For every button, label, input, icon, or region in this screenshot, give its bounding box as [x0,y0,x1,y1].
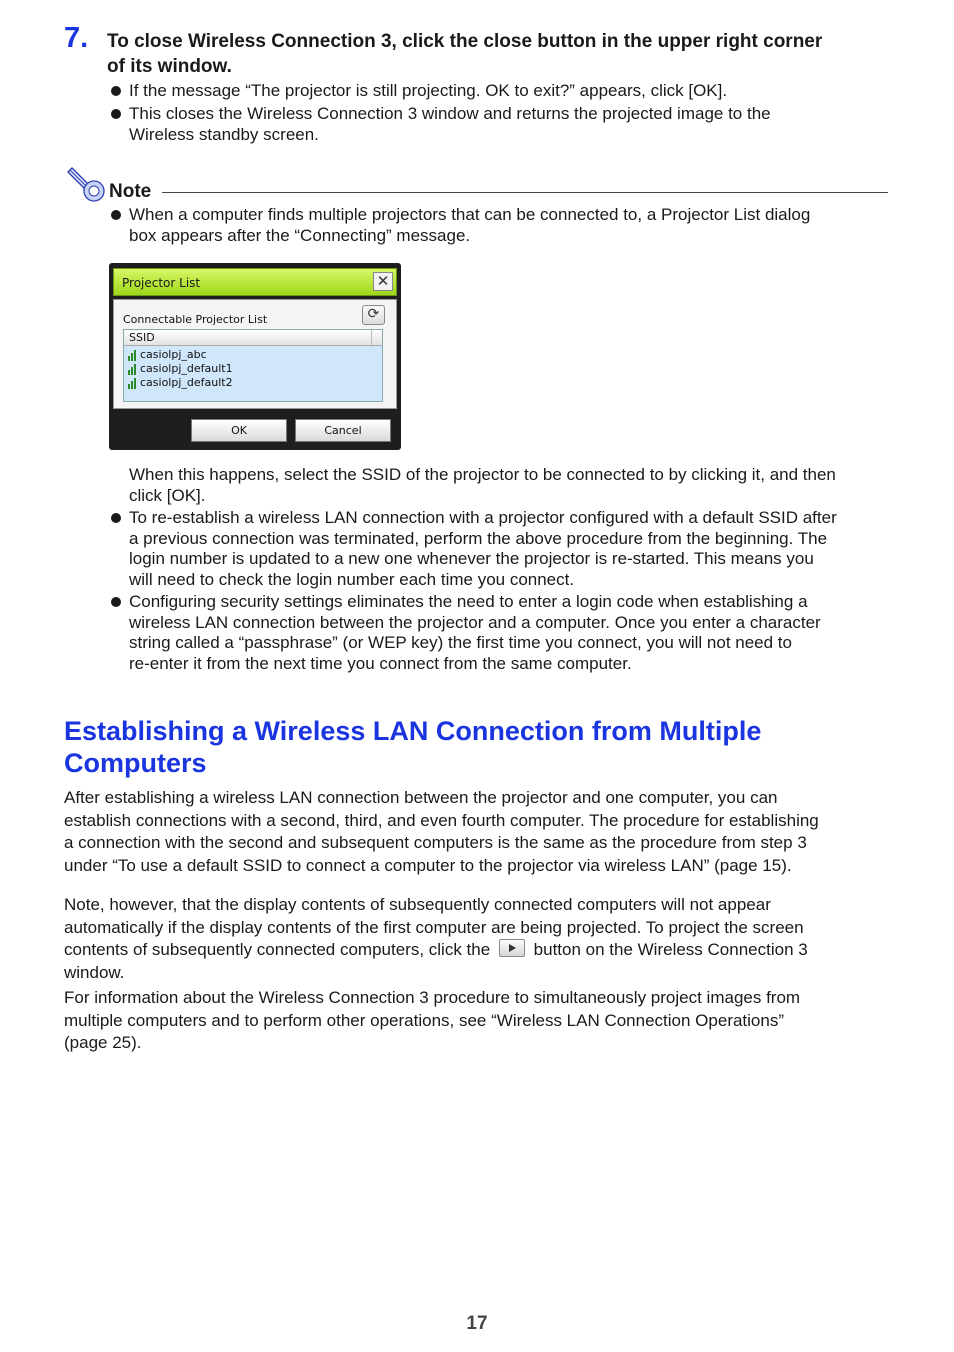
section-paragraph-3 [64,987,800,1055]
step-title [107,29,907,79]
text-line: When a computer finds multiple projectors that can be connected to, a Projector List dialog [129,205,811,224]
column-divider [124,330,372,345]
refresh-icon[interactable]: ⟳ [362,305,385,325]
play-button-icon [499,939,525,957]
ok-button[interactable]: OK [191,419,287,442]
signal-icon [128,363,137,375]
text-line: After establishing a wireless LAN connection between the projector and one computer, you can [64,788,778,807]
bullet-icon [111,513,121,523]
step-title-line: of its window. [107,56,232,77]
dialog-titlebar [113,268,397,296]
step-title-line: To close Wireless Connection 3, click the close button in the upper right corner [107,31,823,52]
dialog-body [113,299,397,409]
step7-bullet-exit-message: If the message “The projector is still projecting. OK to exit?” appears, click [OK]. [129,81,728,100]
text-line: will need to check the login number each time you connect. [129,569,575,589]
signal-icon [128,349,137,361]
text-line: Configuring security settings eliminates the need to enter a login code when establishing a [129,592,808,611]
bullet-icon [111,109,121,119]
text-line: wireless LAN connection between the projector and a computer. Once you enter a character [129,612,821,632]
cancel-button[interactable]: Cancel [295,419,391,442]
list-item[interactable] [128,376,358,390]
step7-bullet-closes-window [129,104,771,145]
text-line: Wireless standby screen. [129,124,319,144]
close-icon[interactable]: ✕ [373,272,393,291]
note-pencil-icon [66,166,106,204]
text-line [64,939,808,962]
note-bullet-projector-list [129,205,810,246]
step-number: 7. [64,22,89,54]
note-bullet-security [129,592,821,674]
text-line: Note, however, that the display contents of subsequently connected computers will not appear [64,895,771,914]
list-item[interactable] [128,362,358,376]
ssid-header-label: SSID [129,331,155,344]
text-line: click [OK]. [129,485,206,505]
text-line: a previous connection was terminated, perform the above procedure from the beginning. The [129,528,828,548]
ssid-label: casiolpj_default1 [140,362,233,375]
section-paragraph-1 [64,787,819,878]
heading-line: Establishing a Wireless LAN Connection from Multiple [64,716,762,746]
text-line: string called a “passphrase” (or WEP key) the first time you connect, you will not need to [129,633,792,652]
note-after-dialog [129,465,836,506]
text-line: multiple computers and to perform other operations, see “Wireless LAN Connection Operations” [64,1010,785,1030]
note-label: Note [109,181,152,202]
text-line: For information about the Wireless Connection 3 procedure to simultaneously project images from [64,988,801,1007]
text-line: (page 25). [64,1033,142,1053]
projector-list-dialog [109,263,401,450]
text-line: When this happens, select the SSID of the projector to be connected to by clicking it, and then [129,465,836,484]
text-line: This closes the Wireless Connection 3 window and returns the projected image to the [129,104,771,123]
text-line: re-enter it from the next time you connect from the same computer. [129,653,632,673]
text-line: under “To use a default SSID to connect a computer to the projector via wireless LAN” (page 15). [64,856,792,876]
bullet-icon [111,210,121,220]
text-line: window. [64,963,125,983]
text-segment: contents of subsequently connected computers, click the [64,940,491,960]
signal-icon [128,377,137,389]
ssid-label: casiolpj_abc [140,348,207,361]
text-line: To re-establish a wireless LAN connection with a projector configured with a default SSID after [129,508,837,527]
text-segment: button on the Wireless Connection 3 [533,940,808,960]
text-line: automatically if the display contents of the first computer are being projected. To project the screen [64,917,804,937]
page-number: 17 [466,1313,488,1334]
note-divider [162,192,888,193]
ssid-label: casiolpj_default2 [140,376,233,389]
list-item[interactable] [128,348,358,362]
ssid-column-header[interactable] [124,330,382,346]
text-line: a connection with the second and subsequent computers is the same as the procedure from step 3 [64,833,807,853]
connectable-list-title: Connectable Projector List [123,313,268,326]
section-paragraph-2 [64,894,808,985]
bullet-icon [111,86,121,96]
text-line: login number is updated to a new one whenever the projector is re-started. This means you [129,549,814,568]
heading-line: Computers [64,748,207,778]
dialog-title: Projector List [122,276,201,290]
text-line: establish connections with a second, third, and even fourth computer. The procedure for establishing [64,810,819,830]
bullet-icon [111,597,121,607]
section-heading [64,715,884,779]
note-bullet-reestablish [129,508,837,590]
text-line: box appears after the “Connecting” message. [129,225,471,245]
ssid-list[interactable] [123,329,383,402]
